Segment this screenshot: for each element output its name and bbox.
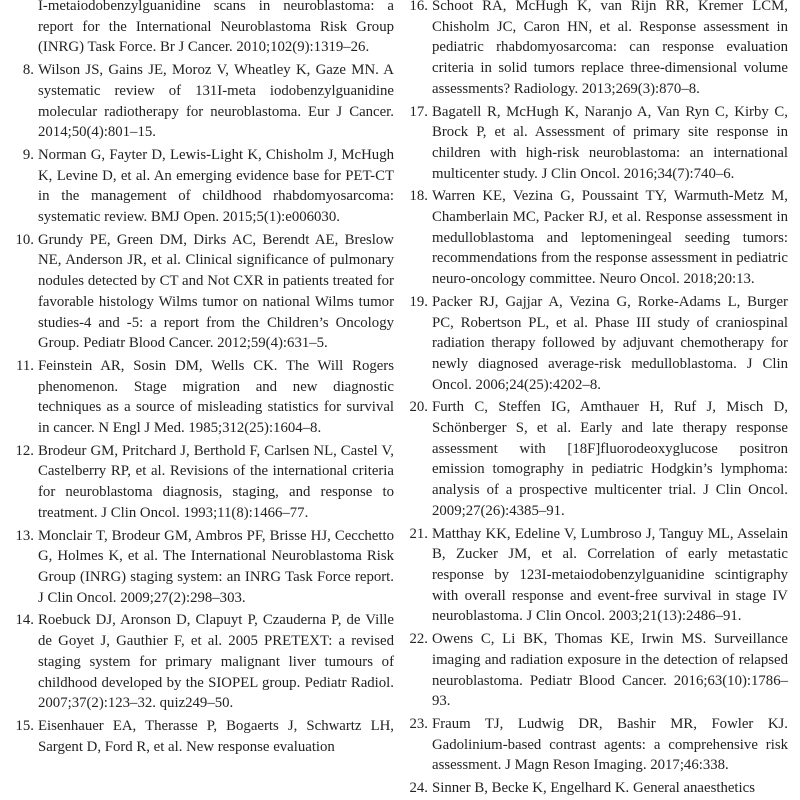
reference-text: Brodeur GM, Pritchard J, Berthold F, Carlsen NL, Castel V, Castelberry RP, et al. Revisions of the international criteria for neuroblastoma diagnosis, staging, and response to treatment. J Clin Oncol. 1993;11(8):1466–77.	[38, 442, 394, 521]
reference-number: 21.	[409, 525, 428, 542]
reference-number: 9.	[22, 146, 34, 163]
reference-text: Packer RJ, Gajjar A, Vezina G, Rorke-Adams L, Burger PC, Robertson PL, et al. Phase III study of craniospinal radiation therapy followed by adjuvant chemotherapy for newly diagnosed average-risk medulloblastoma. J Clin Oncol. 2006;24(25):4202–8.	[432, 293, 788, 393]
reference-text: Eisenhauer EA, Therasse P, Bogaerts J, Schwartz LH, Sargent D, Ford R, et al. New response evaluation	[38, 717, 394, 755]
reference-number: 22.	[409, 631, 428, 648]
reference-number: 14.	[15, 612, 34, 629]
reference-number: 24.	[409, 780, 428, 797]
reference-text: Feinstein AR, Sosin DM, Wells CK. The Will Rogers phenomenon. Stage migration and new diagnostic techniques as a source of misleading statistics for survival in cancer. N Engl J Med. 1985;312(25):1604–8.	[38, 357, 394, 437]
reference-number: 18.	[409, 188, 428, 205]
reference-text: Furth C, Steffen IG, Amthauer H, Ruf J, Misch D, Schönberger S, et al. Early and late therapy response assessment with [18F]fluorodeoxyglucose positron emission tomography in pediatric Hodgkin’s lymphoma: analysis of a prospective multicenter trial. J Clin Oncol. 2009;27(26):4385–91.	[432, 399, 788, 519]
reference-number: 16.	[409, 0, 428, 14]
reference-text: Monclair T, Brodeur GM, Ambros PF, Brisse HJ, Cecchetto G, Holmes K, et al. The International Neuroblastoma Risk Group (INRG) staging system: an INRG Task Force report. J Clin Oncol. 2009;27(2):298–303.	[38, 527, 394, 606]
reference-text: Warren KE, Vezina G, Poussaint TY, Warmuth-Metz M, Chamberlain MC, Packer RJ, et al. Response assessment in medulloblastoma and leptomeningeal seeding tumors: recommendations from the response assessment in pediatric neuro-oncology committee. Neuro Oncol. 2018;20:13.	[432, 188, 788, 288]
reference-text: Wilson JS, Gains JE, Moroz V, Wheatley K, Gaze MN. A systematic review of 131I-meta iodobenzylguanidine molecular radiotherapy for neuroblastoma. Eur J Cancer. 2014;50(4):801–15.	[38, 62, 394, 141]
reference-text: Owens C, Li BK, Thomas KE, Irwin MS. Surveillance imaging and radiation exposure in the detection of relapsed neuroblastoma. Pediatr Blood Cancer. 2016;63(10):1786–93.	[432, 631, 788, 710]
reference-item	[14, 526, 394, 609]
reference-item	[408, 0, 788, 100]
reference-number: 13.	[15, 527, 34, 544]
reference-text: Grundy PE, Green DM, Dirks AC, Berendt AE, Breslow NE, Anderson JR, et al. Clinical significance of pulmonary nodules detected by CT and Not CXR in patients treated for favorable histology Wilms tumor on national Wilms tumor studies-4 and -5: a report from the Children’s Oncology Group. Pediatr Blood Cancer. 2012;59(4):631–5.	[38, 231, 394, 352]
reference-item	[408, 629, 788, 712]
reference-item	[408, 397, 788, 521]
reference-number: 8.	[22, 62, 34, 79]
reference-text: Roebuck DJ, Aronson D, Clapuyt P, Czauderna P, de Ville de Goyet J, Gauthier F, et al. 2005 PRETEXT: a revised staging system for primary malignant liver tumours of childhood developed by the SIOPEL group. Pediatr Radiol. 2007;37(2):123–32. quiz249–50.	[38, 612, 394, 712]
reference-item	[14, 441, 394, 524]
reference-text: Norman G, Fayter D, Lewis-Light K, Chisholm J, McHugh K, Levine D, et al. An emerging evidence base for PET-CT in the management of childhood rhabdomyosarcoma: systematic review. BMJ Open. 2015;5(1):e006030.	[38, 146, 394, 226]
reference-text: Fraum TJ, Ludwig DR, Bashir MR, Fowler KJ. Gadolinium-based contrast agents: a comprehensive risk assessment. J Magn Reson Imaging. 2017;46:338.	[432, 715, 788, 774]
reference-text: Bagatell R, McHugh K, Naranjo A, Van Ryn C, Kirby C, Brock P, et al. Assessment of primary site response in children with high-risk neuroblastoma: an international multicenter study. J Clin Oncol. 2016;34(7):740–6.	[432, 103, 788, 182]
reference-item	[408, 102, 788, 185]
reference-item	[14, 145, 394, 228]
reference-text: Matthay KK, Edeline V, Lumbroso J, Tanguy ML, Asselain B, Zucker JM, et al. Correlation of early metastatic response by 123I-metaiodobenzylguanidine scintigraphy with overall response and event-free survival in stage IV neuroblastoma. J Clin Oncol. 2003;21(13):2486–91.	[432, 525, 788, 625]
reference-column-left	[14, 0, 394, 757]
reference-number: 12.	[15, 442, 34, 459]
reference-number: 15.	[15, 717, 34, 734]
reference-number: 20.	[409, 399, 428, 416]
reference-item	[14, 356, 394, 439]
reference-column-right	[408, 0, 788, 799]
reference-item	[14, 0, 394, 58]
reference-number: 23.	[409, 715, 428, 732]
reference-number: 10.	[15, 231, 34, 248]
reference-item	[14, 230, 394, 354]
reference-item	[408, 778, 788, 799]
reference-number: 11.	[16, 357, 34, 374]
reference-item	[14, 610, 394, 714]
reference-number: 19.	[409, 293, 428, 310]
reference-item	[408, 292, 788, 396]
reference-text: I-metaiodobenzylguanidine scans in neuroblastoma: a report for the International Neuroblastoma Risk Group (INRG) Task Force. Br J Cancer. 2010;102(9):1319–26.	[38, 0, 394, 56]
reference-item	[14, 716, 394, 757]
reference-item	[408, 524, 788, 628]
reference-text: Sinner B, Becke K, Engelhard K. General anaesthetics	[432, 780, 755, 797]
reference-item	[14, 60, 394, 143]
reference-number: 17.	[409, 103, 428, 120]
reference-item	[408, 714, 788, 776]
reference-text: Schoot RA, McHugh K, van Rijn RR, Kremer LCM, Chisholm JC, Caron HN, et al. Response assessment in pediatric rhabdomyosarcoma: can response evaluation criteria in solid tumors replace three-dimensional volume assessments? Radiology. 2013;269(3):870–8.	[432, 0, 788, 97]
reference-item	[408, 186, 788, 290]
